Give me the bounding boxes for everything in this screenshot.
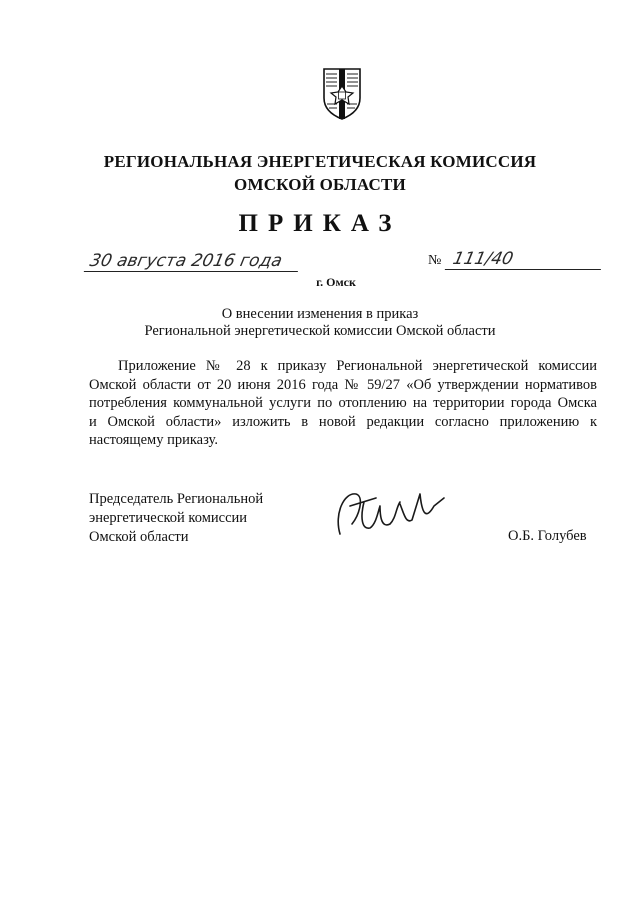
- signer-position: [89, 490, 263, 547]
- signer-name: О.Б. Голубев: [508, 528, 587, 544]
- body-line: и Омской области» изложить в новой редакции согласно приложению к: [89, 413, 597, 430]
- organization-name-line1: РЕГИОНАЛЬНАЯ ЭНЕРГЕТИЧЕСКАЯ КОМИССИЯ: [103, 152, 537, 171]
- position-line3: Омской области: [89, 529, 189, 545]
- city-label: г. Омск: [316, 275, 356, 289]
- body-paragraph: [89, 357, 597, 450]
- subject-line2: Региональной энергетической комиссии Омской области: [144, 323, 496, 339]
- handwritten-number: 111/40: [445, 249, 605, 270]
- body-line: Омской области от 20 июня 2016 года № 59/27 «Об утверждении нормативов: [89, 376, 597, 393]
- body-line: настоящему приказу.: [89, 432, 218, 449]
- body-line: потребления коммунальной услуги по отоплению на территории города Омска: [89, 395, 597, 412]
- coat-of-arms-icon: [321, 66, 363, 122]
- number-label: №: [428, 253, 442, 268]
- handwritten-signature: [330, 484, 450, 544]
- organization-name-line2: ОМСКОЙ ОБЛАСТИ: [234, 175, 406, 194]
- position-line1: Председатель Региональной: [89, 491, 264, 507]
- handwritten-date: 30 августа 2016 года: [84, 251, 302, 272]
- body-line: Приложение № 28 к приказу Региональной энергетической комиссии: [118, 358, 597, 374]
- subject-line1: О внесении изменения в приказ: [221, 306, 419, 322]
- document-title: ПРИКАЗ: [238, 210, 402, 237]
- position-line2: энергетической комиссии: [89, 510, 248, 526]
